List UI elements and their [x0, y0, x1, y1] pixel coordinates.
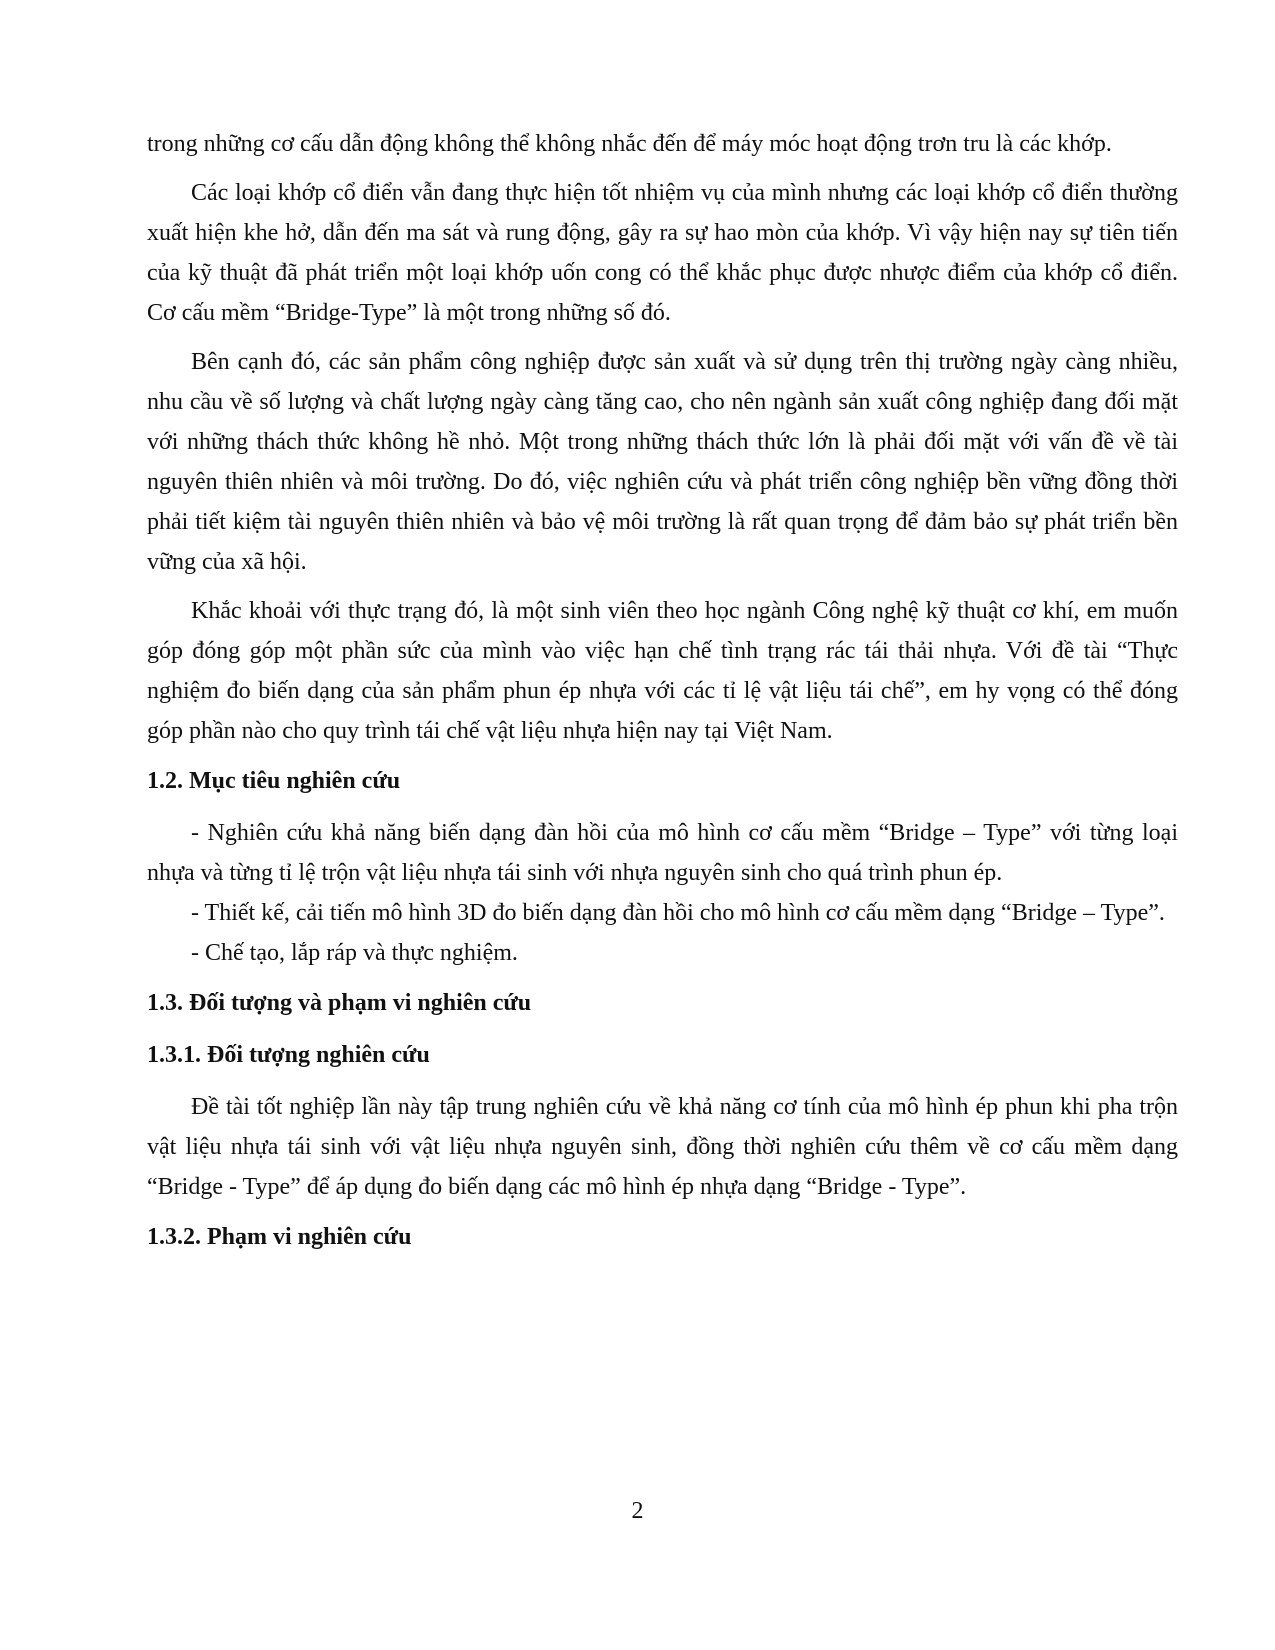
document-page [147, 124, 1178, 1269]
section-heading-scope: 1.3. Đối tượng và phạm vi nghiên cứu [147, 990, 532, 1016]
subsection-heading-research-scope: 1.3.2. Phạm vi nghiên cứu [147, 1224, 412, 1250]
paragraph-industrial-challenges: Bên cạnh đó, các sản phẩm công nghiệp được sản xuất và sử dụng trên thị trường ngày càng nhiều, nhu cầu về số lượng và chất lượng ngày càng tăng cao, cho nên ngành sản xuất công nghiệp đang đối mặt với những thách thức không hề nhỏ. Một trong những thách thức lớn là phải đối mặt với vấn đề về tài nguyên thiên nhiên và môi trường. Do đó, việc nghiên cứu và phát triển công nghiệp bền vững đồng thời phải tiết kiệm tài nguyên thiên nhiên và bảo vệ môi trường là rất quan trọng để đảm bảo sự phát triển bền vững của xã hội. [147, 349, 1178, 575]
page-number: 2 [631, 1498, 644, 1524]
objective-item-1: - Nghiên cứu khả năng biến dạng đàn hồi của mô hình cơ cấu mềm “Bridge – Type” với từng loại nhựa và từng tỉ lệ trộn vật liệu nhựa tái sinh với nhựa nguyên sinh cho quá trình phun ép. [147, 820, 1178, 886]
subsection-heading-research-object: 1.3.1. Đối tượng nghiên cứu [147, 1042, 430, 1068]
intro-continuation-paragraph: trong những cơ cấu dẫn động không thể không nhắc đến để máy móc hoạt động trơn tru là các khớp. [147, 131, 1112, 157]
paragraph-motivation: Khắc khoải với thực trạng đó, là một sinh viên theo học ngành Công nghệ kỹ thuật cơ khí, em muốn góp đóng góp một phần sức của mình vào việc hạn chế tình trạng rác tái thải nhựa. Với đề tài “Thực nghiệm đo biến dạng của sản phẩm phun ép nhựa với các tỉ lệ vật liệu tái chế”, em hy vọng có thể đóng góp phần nào cho quy trình tái chế vật liệu nhựa hiện nay tại Việt Nam. [147, 598, 1178, 744]
objective-item-3: - Chế tạo, lắp ráp và thực nghiệm. [191, 940, 518, 966]
section-heading-objectives: 1.2. Mục tiêu nghiên cứu [147, 768, 401, 794]
paragraph-research-object: Đề tài tốt nghiệp lần này tập trung nghiên cứu về khả năng cơ tính của mô hình ép phun khi pha trộn vật liệu nhựa tái sinh với vật liệu nhựa nguyên sinh, đồng thời nghiên cứu thêm về cơ cấu mềm dạng “Bridge - Type” để áp dụng đo biến dạng các mô hình ép nhựa dạng “Bridge - Type”. [147, 1094, 1178, 1200]
paragraph-classic-joints: Các loại khớp cổ điển vẫn đang thực hiện tốt nhiệm vụ của mình nhưng các loại khớp cổ điển thường xuất hiện khe hở, dẫn đến ma sát và rung động, gây ra sự hao mòn của khớp. Vì vậy hiện nay sự tiên tiến của kỹ thuật đã phát triển một loại khớp uốn cong có thể khắc phục được nhược điểm của khớp cổ điển. Cơ cấu mềm “Bridge-Type” là một trong những số đó. [147, 180, 1178, 326]
objective-item-2: - Thiết kế, cải tiến mô hình 3D đo biến dạng đàn hồi cho mô hình cơ cấu mềm dạng “Bridge – Type”. [191, 900, 1165, 926]
